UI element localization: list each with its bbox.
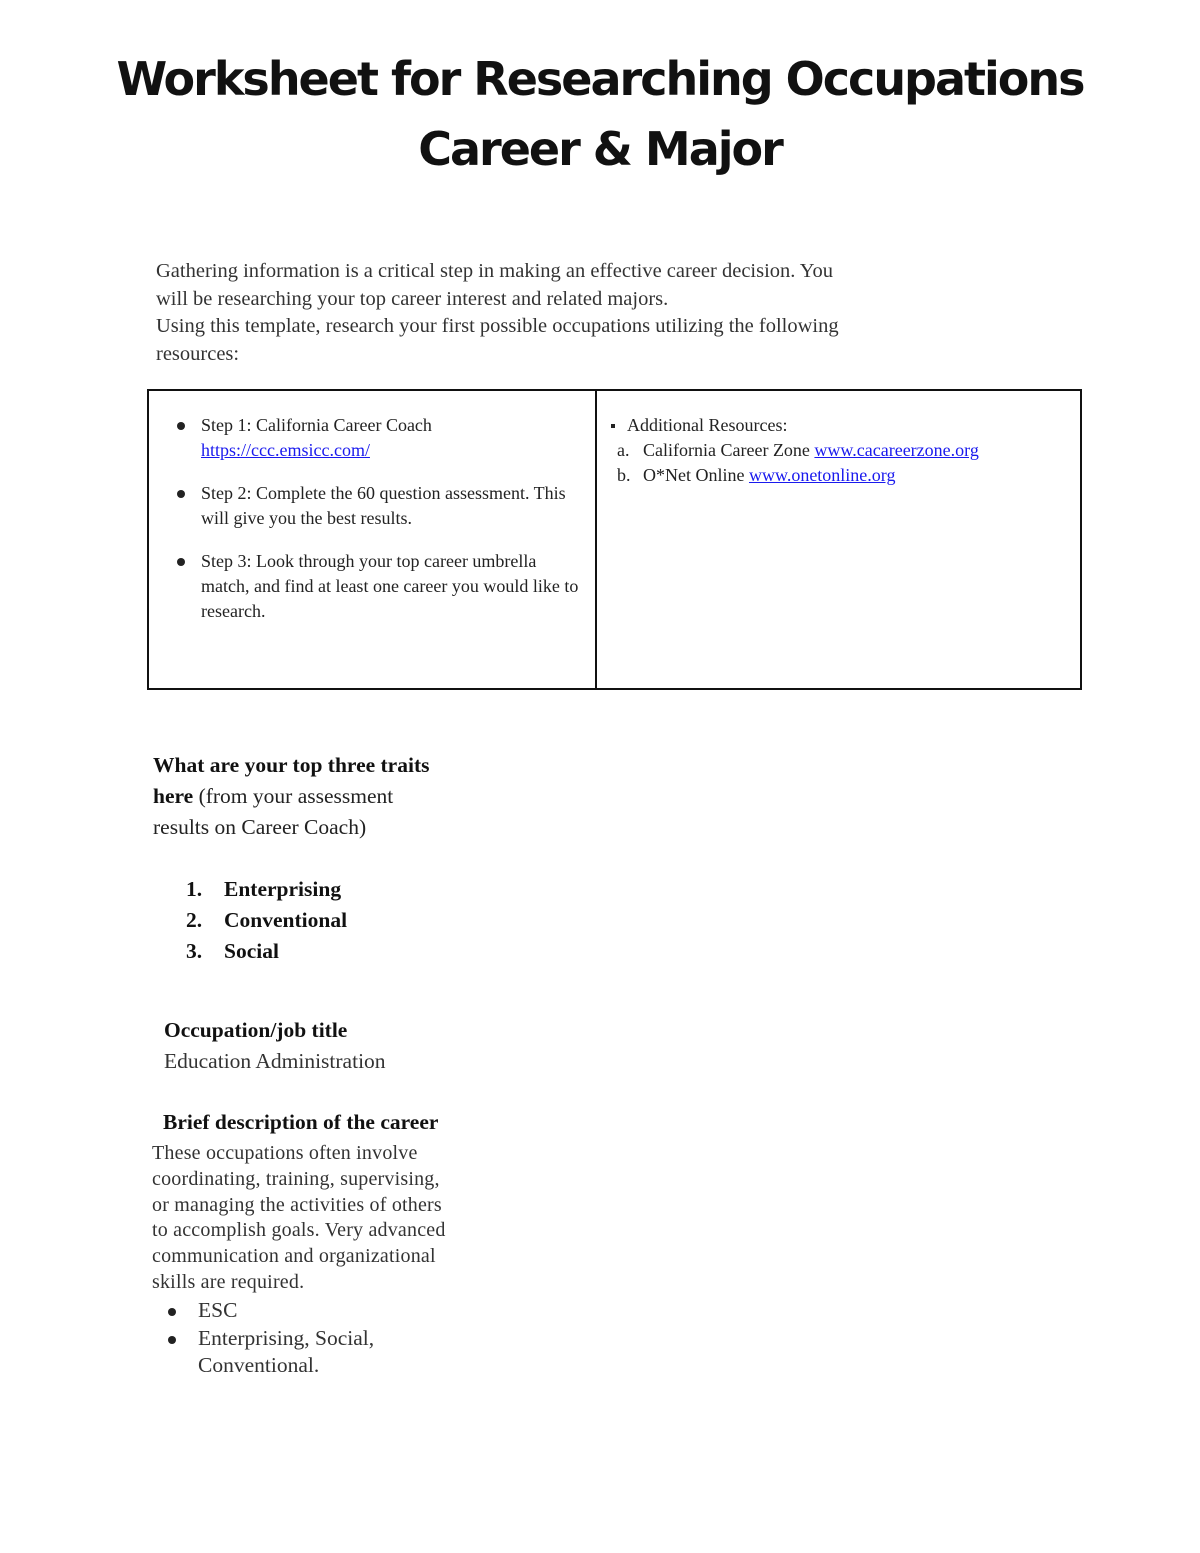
description-line: These occupations often involve xyxy=(152,1142,418,1164)
description-heading: Brief description of the career xyxy=(163,1110,439,1134)
traits-question xyxy=(153,750,473,843)
additional-resources-heading: Additional Resources: xyxy=(611,413,1070,438)
occupation-heading: Occupation/job title xyxy=(164,1018,348,1042)
traits-question-text: results on Career Coach) xyxy=(153,815,367,839)
list-item xyxy=(152,1325,492,1380)
step-text: Step 1: California Career Coach xyxy=(201,415,432,435)
intro-line: Gathering information is a critical step in making an effective career decision. You xyxy=(156,260,834,282)
list-item xyxy=(186,936,347,967)
resource-name: O*Net Online xyxy=(643,465,745,485)
description-bullets xyxy=(152,1297,492,1380)
page-subtitle: Career & Major xyxy=(418,122,782,176)
traits-list xyxy=(186,874,347,967)
intro-line: will be researching your top career interest and related majors. xyxy=(156,287,669,310)
page-title: Worksheet for Researching Occupations xyxy=(116,52,1084,106)
step-item xyxy=(175,549,585,624)
bullet-text: ESC xyxy=(198,1298,238,1322)
step-item xyxy=(175,413,585,463)
bullet-icon xyxy=(177,422,185,430)
steps-column xyxy=(149,391,597,688)
list-item xyxy=(186,874,347,905)
occupation-value: Education Administration xyxy=(164,1049,386,1073)
description-line: coordinating, training, supervising, xyxy=(152,1167,440,1190)
bullet-icon xyxy=(177,558,185,566)
description-line: skills are required. xyxy=(152,1270,305,1293)
item-letter: a. xyxy=(617,440,630,460)
list-item xyxy=(152,1297,492,1325)
career-coach-link[interactable]: https://ccc.emsicc.com/ xyxy=(201,440,370,460)
resource-item xyxy=(611,463,1070,488)
intro-line: resources: xyxy=(156,342,240,365)
description-line: or managing the activities of others xyxy=(152,1193,442,1216)
traits-question-bold: here xyxy=(153,784,194,808)
list-number: 3. xyxy=(186,939,203,963)
step-text: Step 3: Look through your top career umbrella match, and find at least one career you would like to research. xyxy=(201,551,579,621)
step-text: Step 2: Complete the 60 question assessment. This will give you the best results. xyxy=(201,483,566,528)
resource-name: California Career Zone xyxy=(643,440,810,460)
square-bullet-icon xyxy=(611,424,615,428)
description-text xyxy=(152,1141,492,1296)
intro-text xyxy=(156,258,986,368)
resources-table xyxy=(147,389,1082,690)
bullet-text: Conventional. xyxy=(198,1353,320,1377)
traits-question-text: (from your assessment xyxy=(193,784,394,808)
trait-label: Social xyxy=(224,939,279,963)
description-line: communication and organizational xyxy=(152,1245,436,1268)
bullet-text: Enterprising, Social, xyxy=(198,1325,375,1350)
additional-resources-column xyxy=(597,391,1080,688)
traits-question-bold: What are your top three traits xyxy=(153,753,430,777)
description-line: to accomplish goals. Very advanced xyxy=(152,1219,446,1242)
list-number: 1. xyxy=(186,877,203,901)
intro-line: Using this template, research your first possible occupations utilizing the following xyxy=(156,315,839,337)
bullet-icon xyxy=(168,1308,176,1316)
list-item xyxy=(186,905,347,936)
resource-item xyxy=(611,438,1070,463)
cacareerzone-link[interactable]: www.cacareerzone.org xyxy=(814,440,979,460)
onetonline-link[interactable]: www.onetonline.org xyxy=(748,465,896,485)
step-item xyxy=(175,481,585,531)
bullet-icon xyxy=(177,490,185,498)
list-number: 2. xyxy=(186,908,203,932)
bullet-icon xyxy=(168,1336,176,1344)
item-letter: b. xyxy=(617,465,631,485)
trait-label: Conventional xyxy=(224,908,348,932)
trait-label: Enterprising xyxy=(224,877,342,901)
